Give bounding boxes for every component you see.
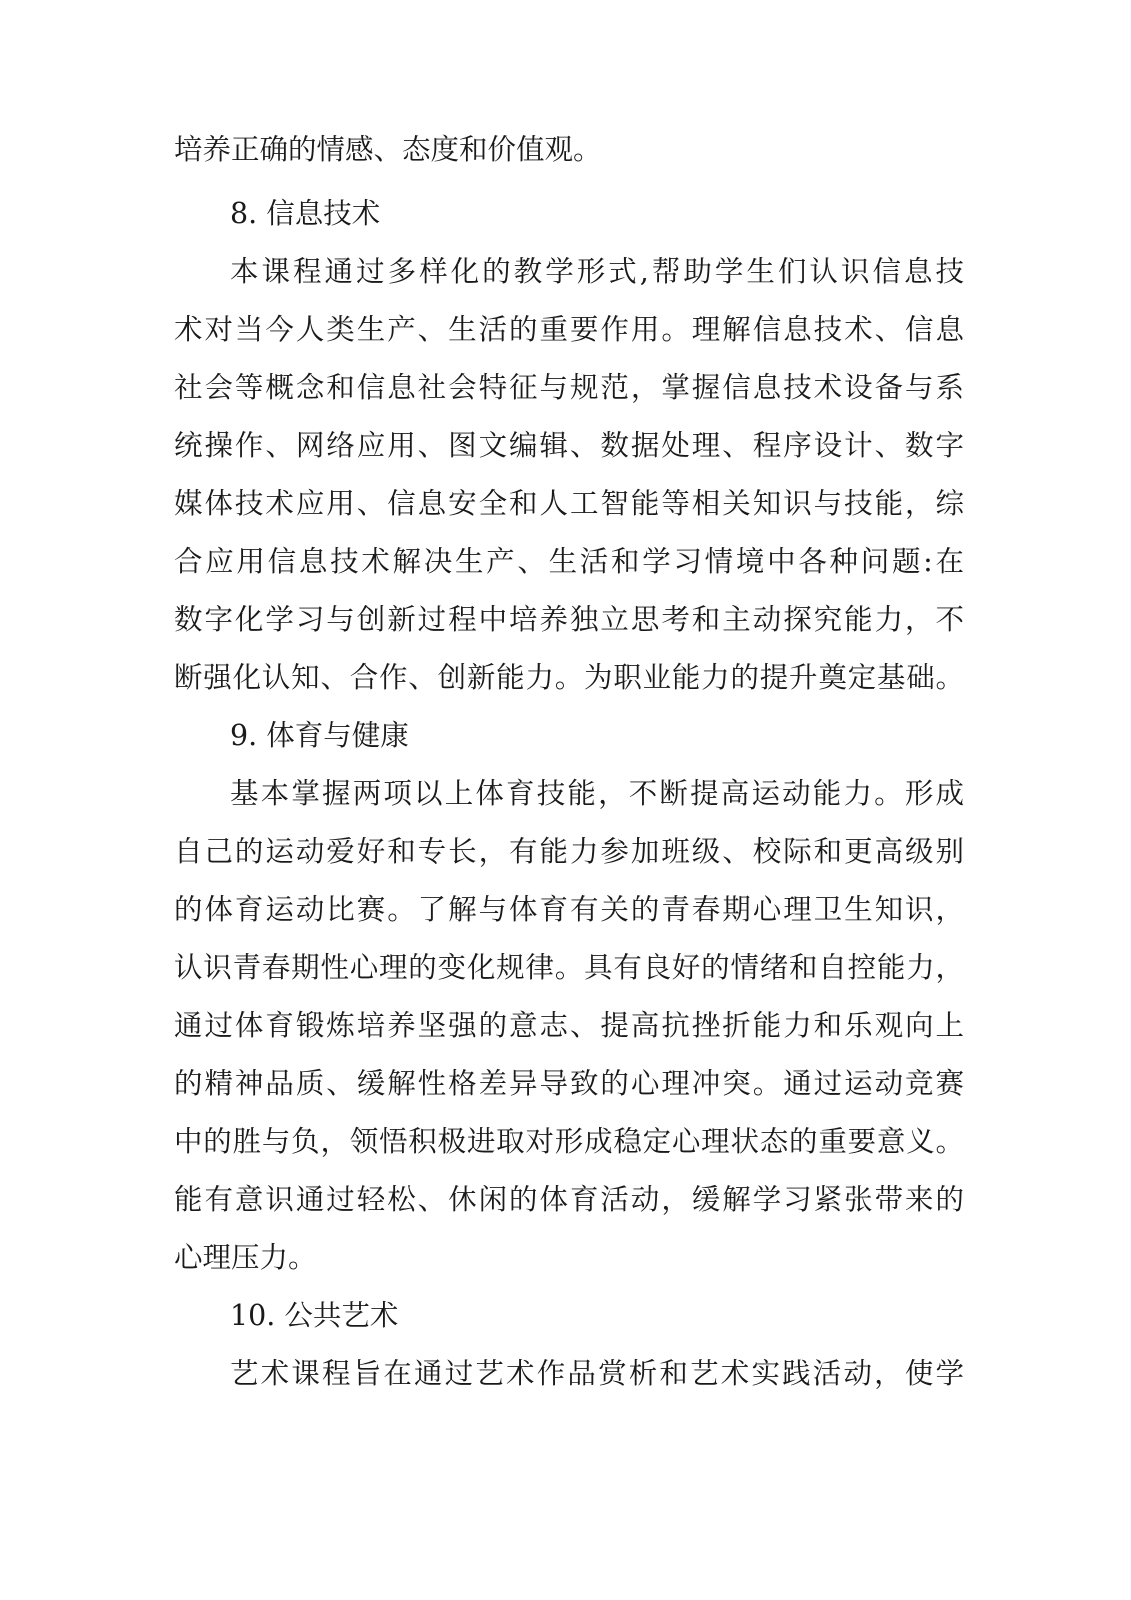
section-heading-info-tech: 8. 信息技术 bbox=[230, 197, 381, 230]
section-heading-public-art: 10. 公共艺术 bbox=[230, 1299, 399, 1332]
paragraph-line: 的精神品质、缓解性格差异导致的心理冲突。通过运动竞赛 bbox=[174, 1067, 964, 1100]
paragraph-line: 中的胜与负，领悟积极进取对形成稳定心理状态的重要意义。 bbox=[174, 1125, 964, 1158]
paragraph-line: 统操作、网络应用、图文编辑、数据处理、程序设计、数字 bbox=[174, 429, 964, 462]
paragraph-line: 媒体技术应用、信息安全和人工智能等相关知识与技能，综 bbox=[174, 487, 964, 520]
paragraph-line: 能有意识通过轻松、休闲的体育活动，缓解学习紧张带来的 bbox=[174, 1183, 964, 1216]
paragraph-line: 社会等概念和信息社会特征与规范，掌握信息技术设备与系 bbox=[174, 371, 964, 404]
paragraph-line: 合应用信息技术解决生产、生活和学习情境中各种问题:在 bbox=[174, 545, 964, 578]
paragraph-line: 本课程通过多样化的教学形式,帮助学生们认识信息技 bbox=[230, 255, 964, 288]
paragraph-line: 数字化学习与创新过程中培养独立思考和主动探究能力，不 bbox=[174, 603, 964, 636]
paragraph-line: 断强化认知、合作、创新能力。为职业能力的提升奠定基础。 bbox=[174, 661, 964, 694]
paragraph-line: 艺术课程旨在通过艺术作品赏析和艺术实践活动，使学 bbox=[230, 1357, 964, 1390]
paragraph-line: 心理压力。 bbox=[174, 1241, 317, 1274]
paragraph-line: 认识青春期性心理的变化规律。具有良好的情绪和自控能力， bbox=[174, 951, 964, 984]
section-heading-pe-health: 9. 体育与健康 bbox=[230, 719, 409, 752]
paragraph-line: 的体育运动比赛。了解与体育有关的青春期心理卫生知识， bbox=[174, 893, 964, 926]
paragraph-line: 自己的运动爱好和专长，有能力参加班级、校际和更高级别 bbox=[174, 835, 964, 868]
paragraph-line: 基本掌握两项以上体育技能，不断提高运动能力。形成 bbox=[230, 777, 964, 810]
paragraph-line: 术对当今人类生产、生活的重要作用。理解信息技术、信息 bbox=[174, 313, 964, 346]
paragraph-line: 培养正确的情感、态度和价值观。 bbox=[174, 133, 602, 166]
paragraph-line: 通过体育锻炼培养坚强的意志、提高抗挫折能力和乐观向上 bbox=[174, 1009, 964, 1042]
